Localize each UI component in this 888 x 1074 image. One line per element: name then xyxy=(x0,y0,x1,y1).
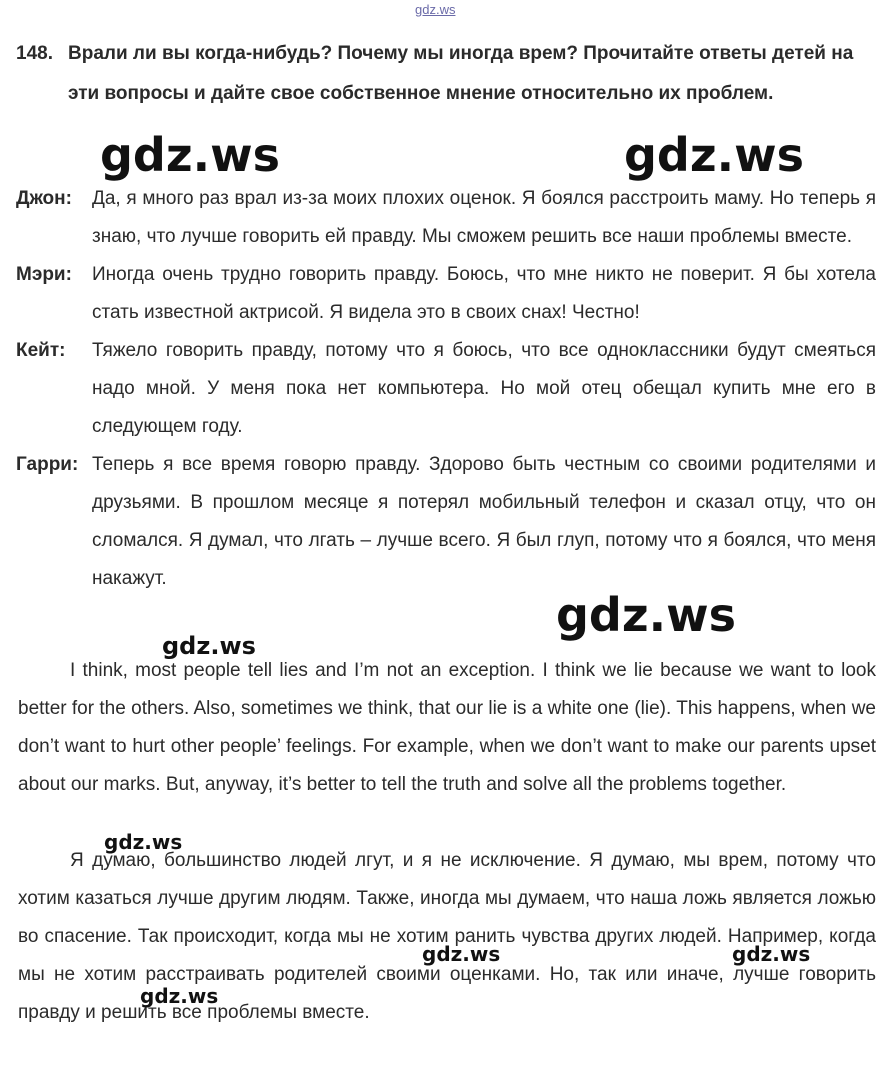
answer-russian-paragraph: Я думаю, большинство людей лгут, и я не исключение. Я думаю, мы врем, потому что хотим казаться лучше другим людям. Также, иногда мы думаем, что наша ложь является ложью во спасение. Так происходит, когда мы не хотим ранить чувства других людей. Например, когда мы не хотим расстраивать родителей своими оценками. Но, так или иначе, лучше говорить правду и решить все проблемы вместе. xyxy=(18,850,876,1023)
watermark-logo: gdz.ws xyxy=(624,128,804,182)
watermark-logo: gdz.ws xyxy=(162,632,256,660)
dialog-entry-kate xyxy=(16,332,876,446)
speaker-name: Гарри: xyxy=(16,454,79,475)
watermark-logo: gdz.ws xyxy=(104,830,183,854)
watermark-logo: gdz.ws xyxy=(100,128,280,182)
task-heading xyxy=(16,34,876,114)
watermark-logo: gdz.ws xyxy=(422,942,501,966)
speaker-text: Тяжело говорить правду, потому что я боюсь, что все одноклассники будут смеяться надо мной. У меня пока нет компьютера. Но мой отец обещал купить мне его в следующем году. xyxy=(92,340,876,437)
watermark-logo: gdz.ws xyxy=(732,942,811,966)
dialog-entry-mary xyxy=(16,256,876,332)
dialog-entry-john xyxy=(16,180,876,256)
answer-english-paragraph: I think, most people tell lies and I’m not an exception. I think we lie because we want to look better for the others. Also, sometimes we think, that our lie is a white one (lie). This happens, when we don’t want to hurt other people’ feelings. For example, when we don’t want to make our parents upset about our marks. But, anyway, it’s better to tell the truth and solve all the problems together. xyxy=(18,660,876,795)
speaker-text: Теперь я все время говорю правду. Здорово быть честным со своими родителями и друзьями. В прошлом месяце я потерял мобильный телефон и сказал отцу, что он сломался. Я думал, что лгать – лучше всего. Я был глуп, потому что я боялся, что меня накажут. xyxy=(92,454,876,589)
dialog-entry-harry xyxy=(16,446,876,598)
watermark-logo: gdz.ws xyxy=(556,588,736,642)
dialog-section xyxy=(16,180,876,598)
speaker-text: Да, я много раз врал из-за моих плохих оценок. Я боялся расстроить маму. Но теперь я знаю, что лучше говорить ей правду. Мы сможем решить все наши проблемы вместе. xyxy=(92,188,876,247)
speaker-name: Мэри: xyxy=(16,264,72,285)
watermark-top-link[interactable]: gdz.ws xyxy=(415,2,456,17)
task-text: Врали ли вы когда-нибудь? Почему мы иногда врем? Прочитайте ответы детей на эти вопросы и дайте свое собственное мнение относительно их проблем. xyxy=(68,43,854,104)
speaker-text: Иногда очень трудно говорить правду. Боюсь, что мне никто не поверит. Я бы хотела стать известной актрисой. Я видела это в своих снах! Честно! xyxy=(92,264,876,323)
watermark-logo: gdz.ws xyxy=(140,984,219,1008)
speaker-name: Джон: xyxy=(16,188,72,209)
task-number: 148. xyxy=(16,43,53,64)
speaker-name: Кейт: xyxy=(16,340,66,361)
